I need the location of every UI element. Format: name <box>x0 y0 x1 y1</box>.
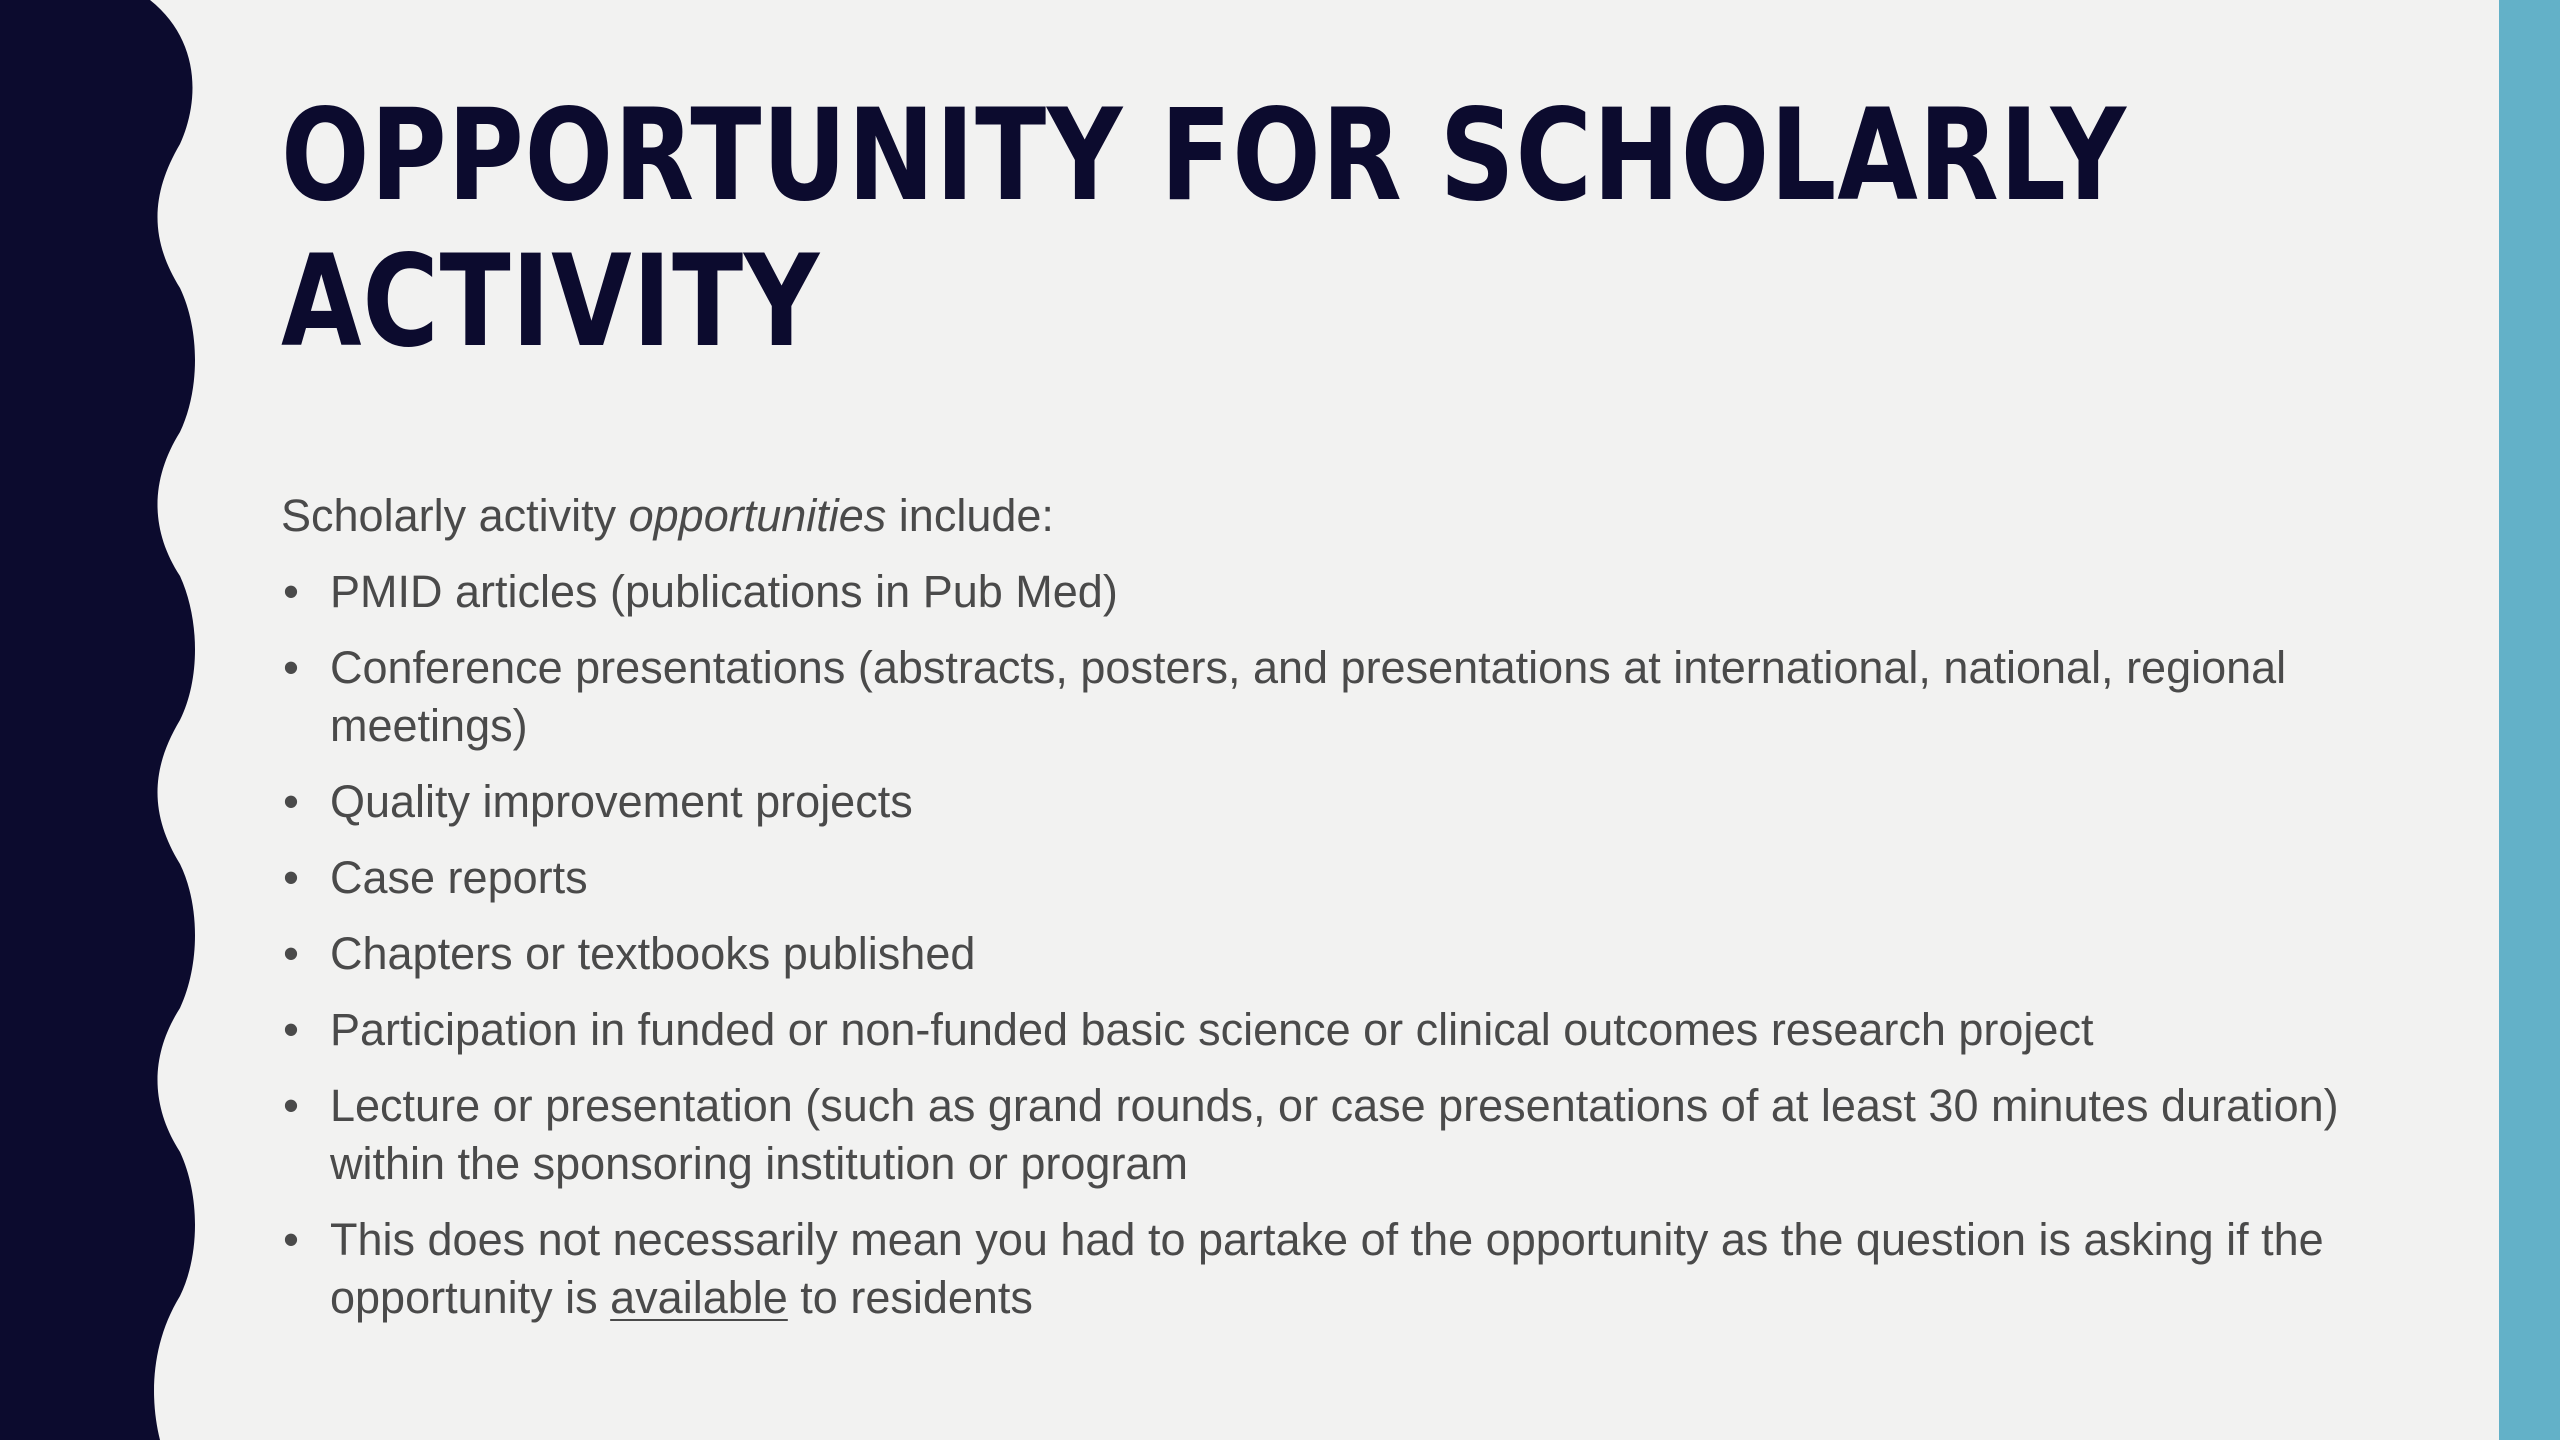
bullet-dot-icon: • <box>283 776 299 827</box>
bullet-item <box>281 639 2421 755</box>
bullet-dot-icon: • <box>283 1214 299 1265</box>
intro-emphasis: opportunities <box>628 490 887 541</box>
intro-text <box>281 487 2421 545</box>
bullet-item <box>281 1001 2421 1059</box>
intro-after: include: <box>886 490 1054 541</box>
bullet-text: Lecture or presentation (such as grand rounds, or case presentations of at least 30 minutes duration) within the sponsoring institution or program <box>330 1080 2339 1189</box>
bullet-item <box>281 849 2421 907</box>
available-underlined: available <box>610 1272 788 1323</box>
slide-title-line1: OPPORTUNITY FOR SCHOLARLY <box>281 81 2127 229</box>
bullet-dot-icon: • <box>283 1004 299 1055</box>
last-bullet-after: to residents <box>787 1272 1033 1323</box>
intro-before: Scholarly activity <box>281 490 629 541</box>
bullet-dot-icon: • <box>283 1080 299 1131</box>
bullet-text: Case reports <box>330 852 588 903</box>
bullet-dot-icon: • <box>283 566 299 617</box>
bullet-dot-icon: • <box>283 642 299 693</box>
bullet-text: PMID articles (publications in Pub Med) <box>330 566 1118 617</box>
slide-body <box>281 487 2421 1345</box>
last-bullet-before: This does not necessarily mean you had to partake of the opportunity as the question is asking if the opportunity is <box>330 1214 2324 1323</box>
bullet-text: Participation in funded or non-funded basic science or clinical outcomes research project <box>330 1004 2094 1055</box>
slide-title-line2: ACTIVITY <box>281 227 821 375</box>
bullet-item <box>281 1077 2421 1193</box>
bullet-item <box>281 773 2421 831</box>
bullet-item <box>281 925 2421 983</box>
bullet-text: Conference presentations (abstracts, posters, and presentations at international, national, regional meetings) <box>330 642 2287 751</box>
bullet-text: Chapters or textbooks published <box>330 928 976 979</box>
bullet-item <box>281 563 2421 621</box>
left-wave-band <box>0 0 200 1440</box>
bullet-text: Quality improvement projects <box>330 776 913 827</box>
right-accent-band <box>2499 0 2560 1440</box>
bullet-item <box>281 1211 2421 1327</box>
bullet-dot-icon: • <box>283 928 299 979</box>
bullet-dot-icon: • <box>283 852 299 903</box>
slide-title <box>281 81 2127 375</box>
bullet-list <box>281 563 2421 1327</box>
